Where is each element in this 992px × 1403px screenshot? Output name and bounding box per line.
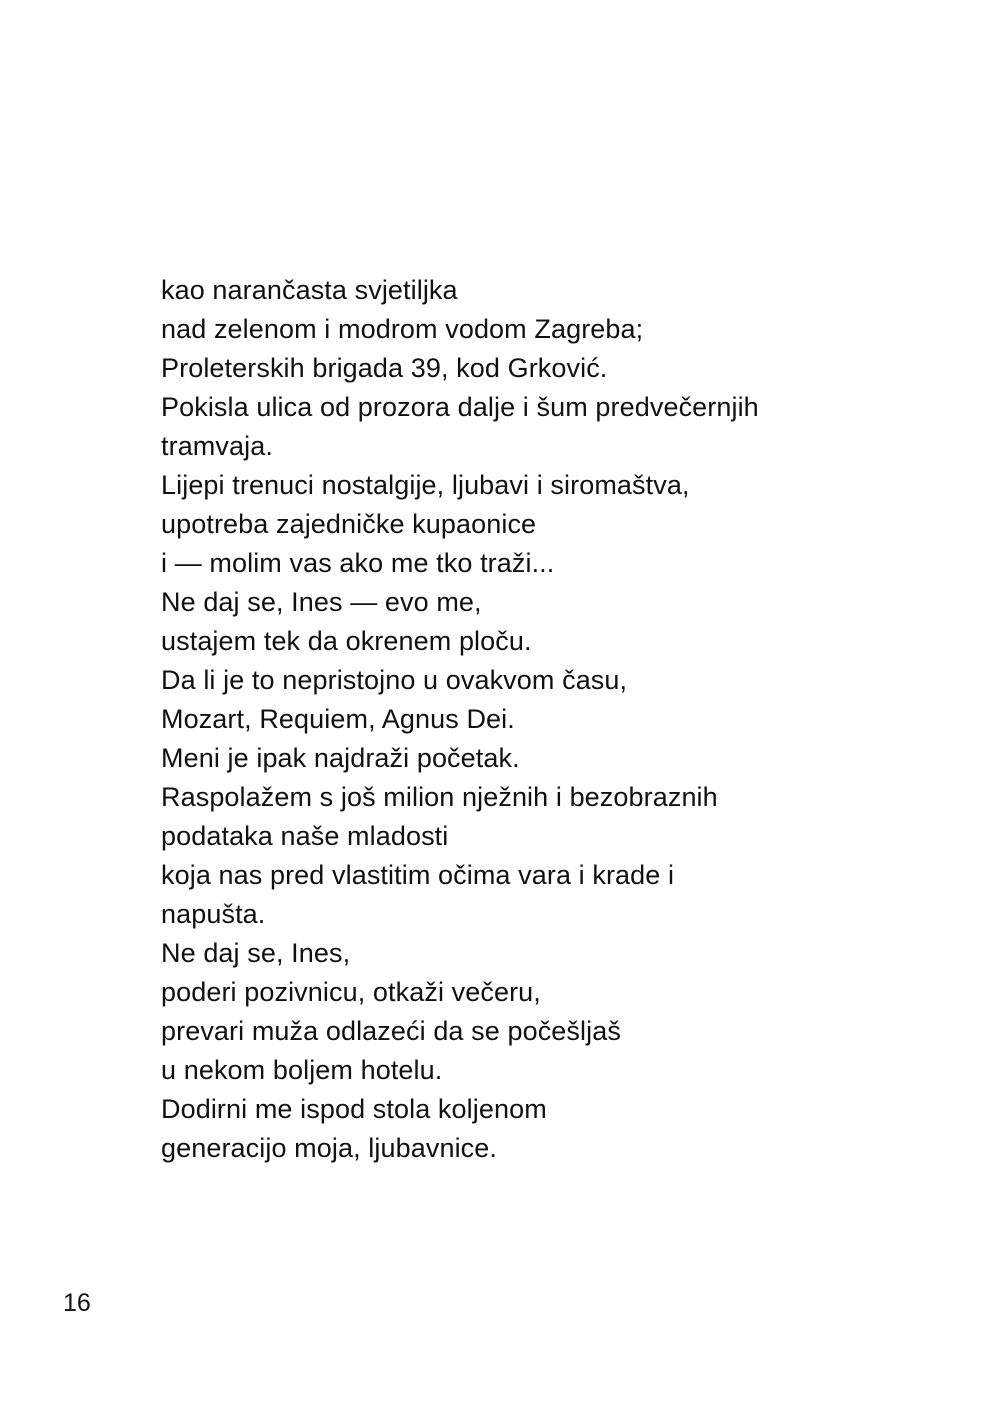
- poem-line: upotreba zajedničke kupaonice: [161, 509, 537, 539]
- poem-line: podataka naše mladosti: [161, 821, 449, 851]
- poem-line: tramvaja.: [161, 431, 273, 461]
- poem-line: Meni je ipak najdraži početak.: [161, 743, 520, 773]
- poem-line: i — molim vas ako me tko traži...: [161, 548, 555, 578]
- poem-line: Raspolažem s još milion nježnih i bezobraznih: [161, 782, 718, 812]
- poem-line: Dodirni me ispod stola koljenom: [161, 1094, 547, 1124]
- poem-line: Ne daj se, Ines — evo me,: [161, 587, 482, 617]
- poem-line: generacijo moja, ljubavnice.: [161, 1133, 497, 1163]
- poem-line: ustajem tek da okrenem ploču.: [161, 626, 532, 656]
- poem-line: kao narančasta svjetiljka: [161, 275, 458, 305]
- poem-line: Da li je to nepristojno u ovakvom času,: [161, 665, 628, 695]
- poem-line: Proleterskih brigada 39, kod Grković.: [161, 353, 608, 383]
- poem-line: Mozart, Requiem, Agnus Dei.: [161, 704, 515, 734]
- poem-line: Ne daj se, Ines,: [161, 938, 351, 968]
- poem-line: napušta.: [161, 899, 266, 929]
- poem-line: poderi pozivnicu, otkaži večeru,: [161, 977, 541, 1007]
- poem-line: Lijepi trenuci nostalgije, ljubavi i siromaštva,: [161, 470, 690, 500]
- page-number: 16: [63, 1289, 91, 1317]
- poem-line: nad zelenom i modrom vodom Zagreba;: [161, 314, 644, 344]
- poem-line: u nekom boljem hotelu.: [161, 1055, 443, 1085]
- poem-text: [161, 271, 861, 1168]
- poem-line: Pokisla ulica od prozora dalje i šum predvečernjih: [161, 392, 759, 422]
- poem-line: koja nas pred vlastitim očima vara i krade i: [161, 860, 675, 890]
- poem-line: prevari muža odlazeći da se počešljaš: [161, 1016, 621, 1046]
